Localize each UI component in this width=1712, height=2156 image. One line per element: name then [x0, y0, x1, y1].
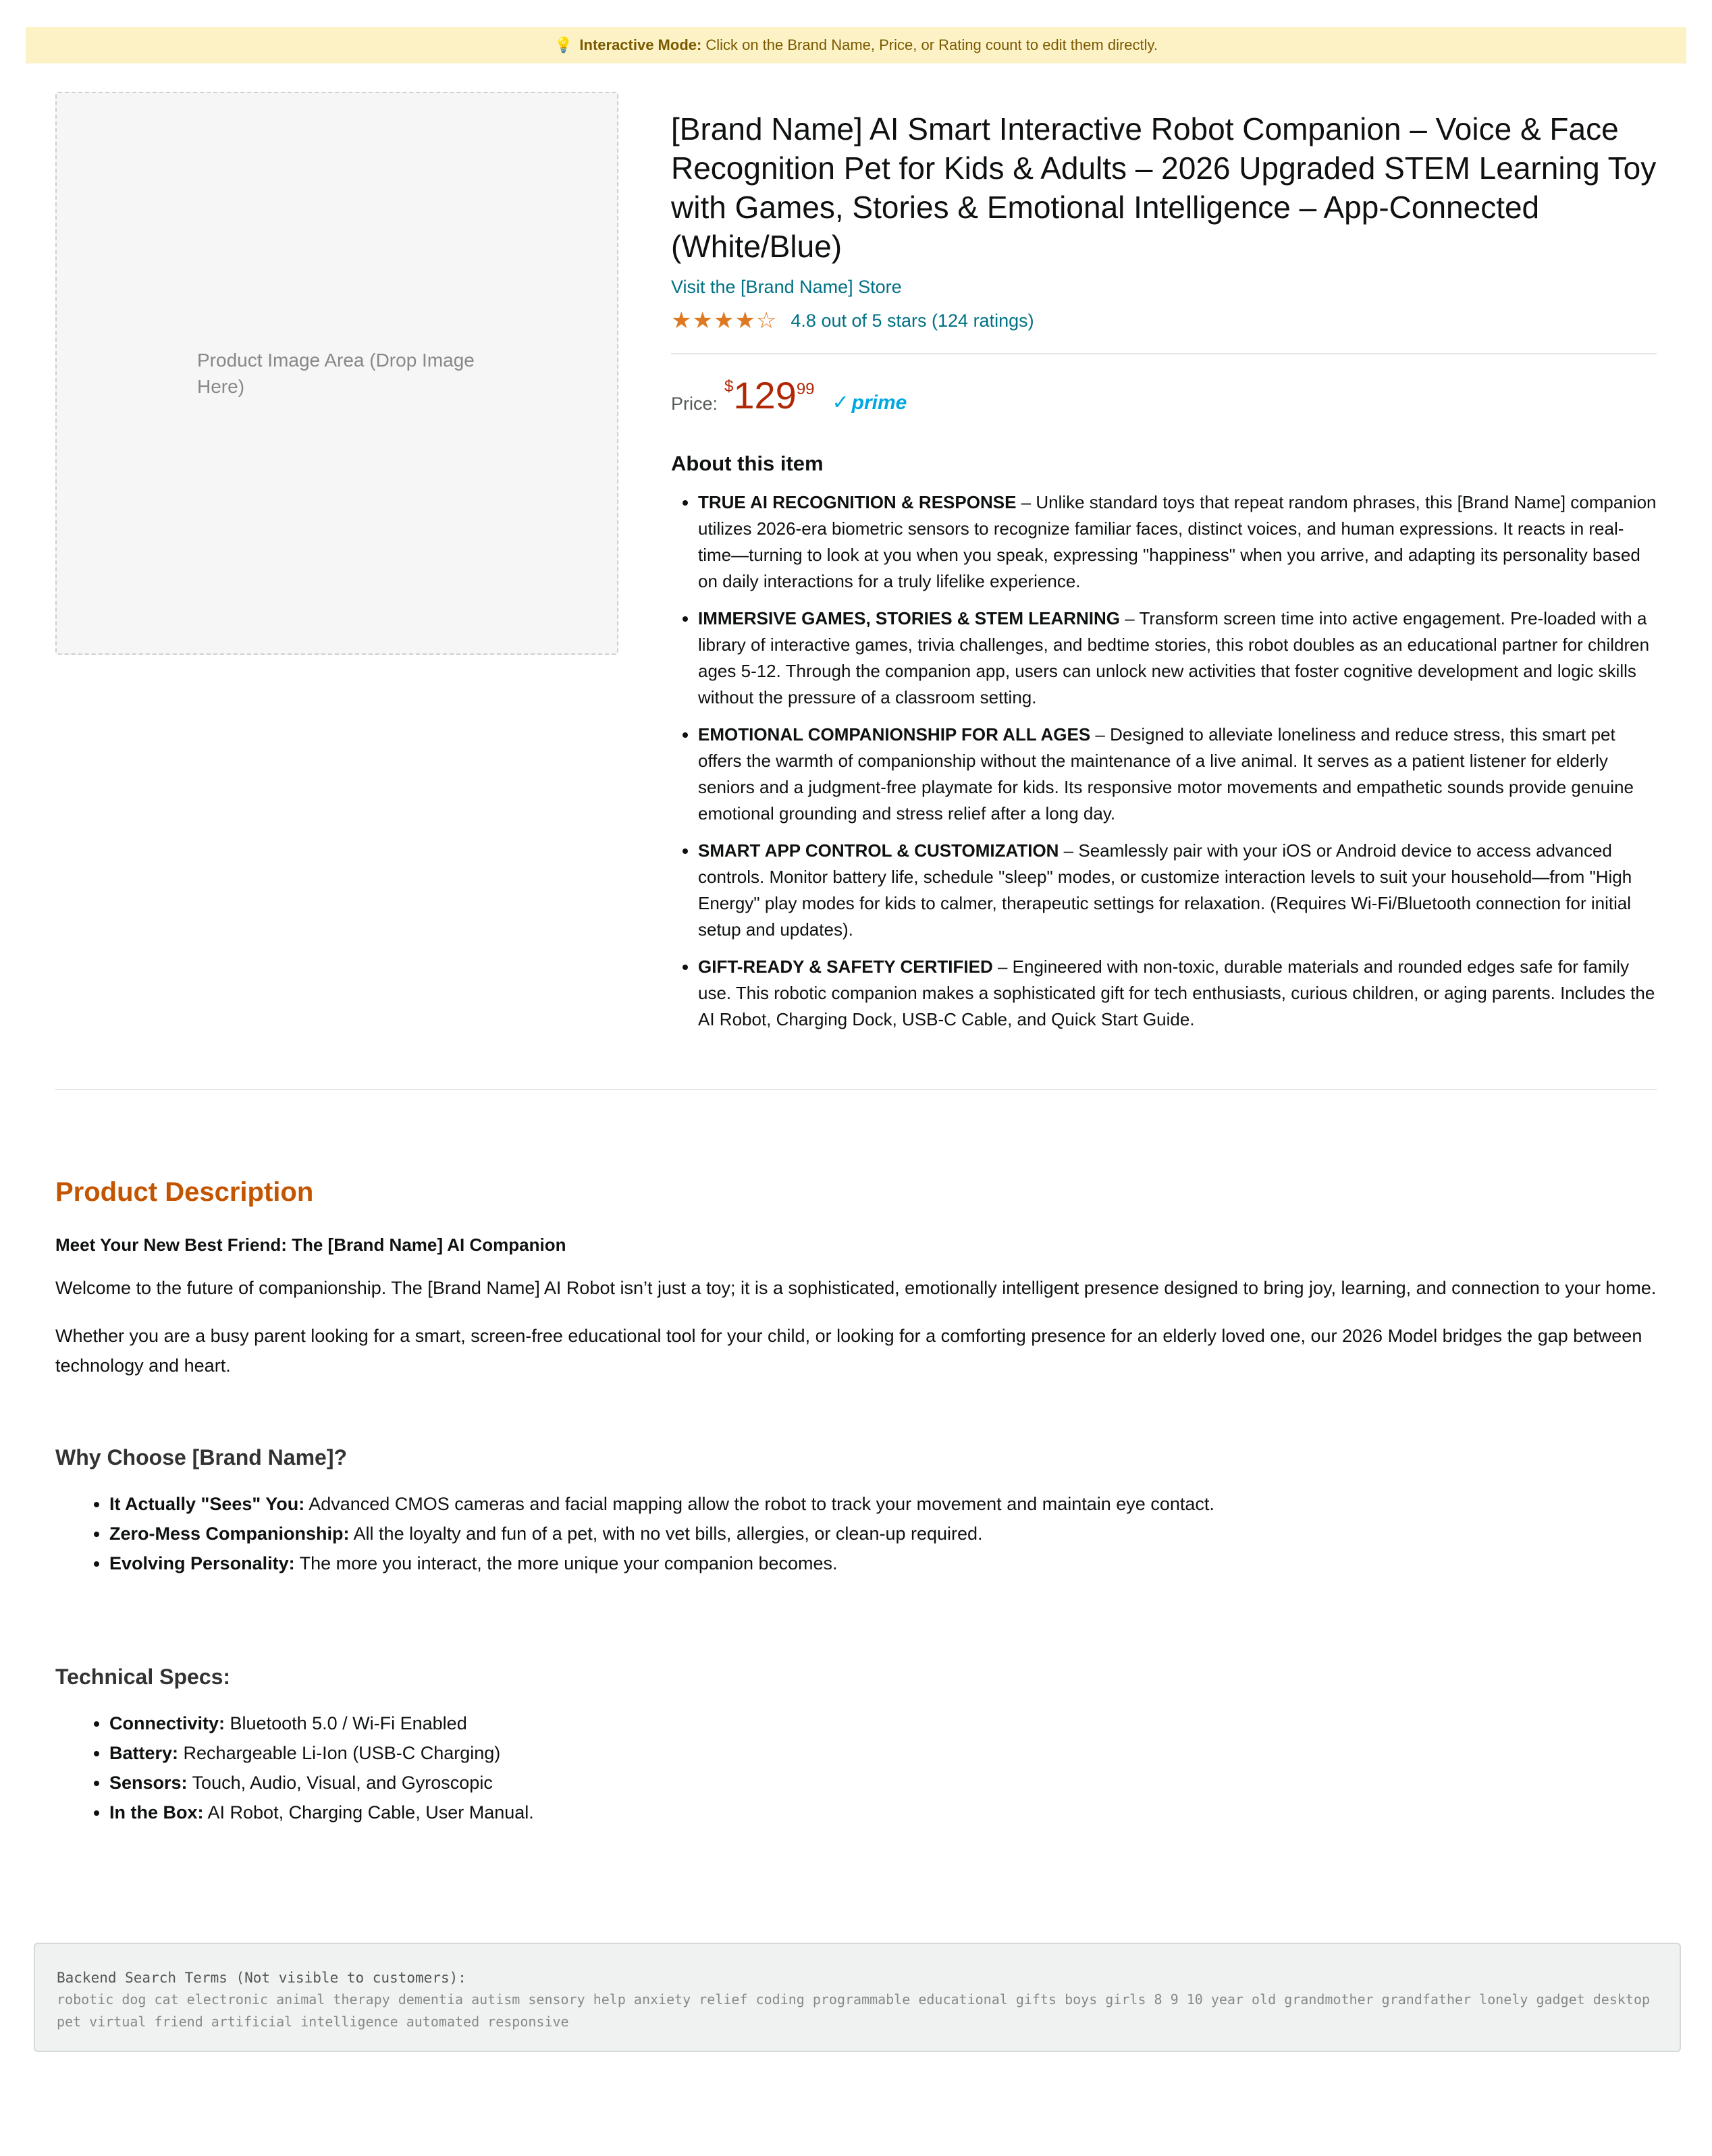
list-item: [698, 722, 1657, 827]
backend-search-terms-box: [34, 1943, 1681, 2052]
list-item: [698, 605, 1657, 711]
description-paragraph: Welcome to the future of companionship. The [Brand Name] AI Robot isn’t just a toy; it is a sophisticated, emotionally intelligent presence designed to bring joy, learning, and connection to your home.: [55, 1278, 1657, 1298]
spec-text: Touch, Audio, Visual, and Gyroscopic: [187, 1773, 493, 1793]
spec-title: Sensors:: [109, 1773, 188, 1793]
list-item: [698, 954, 1657, 1033]
technical-specs-heading: Technical Specs:: [55, 1665, 231, 1689]
section-divider: [55, 1089, 1657, 1090]
backend-terms: robotic dog cat electronic animal therapy dementia autism sensory help anxiety relief coding programmable educational gifts boys girls 8 9 10 year old grandmother grandfather lonely gadget desktop pet virtual friend artificial intelligence automated responsive: [57, 1991, 1651, 2030]
list-item: [109, 1708, 1657, 1738]
bullet-title: EMOTIONAL COMPANIONSHIP FOR ALL AGES: [698, 724, 1091, 745]
bullet-text: – Unlike standard toys that repeat random phrases, this [Brand Name] companion utilizes 2026-era biometric sensors to recognize familiar faces, distinct voices, and human expressions. It reacts in real-time—turning to look at you when you speak, expressing "happiness" when you arrive, and adapting its personality based on daily interactions for a truly lifelike experience.: [698, 492, 1657, 591]
price-currency: $: [724, 377, 734, 396]
price-row: [671, 376, 1657, 416]
bullet-title: GIFT-READY & SAFETY CERTIFIED: [698, 956, 993, 977]
item-text: Advanced CMOS cameras and facial mapping allow the robot to track your movement and maintain eye contact.: [304, 1494, 1214, 1514]
prime-label: prime: [851, 392, 907, 414]
bullet-title: TRUE AI RECOGNITION & RESPONSE: [698, 492, 1017, 512]
description-subheading: Meet Your New Best Friend: The [Brand Name] AI Companion: [55, 1235, 566, 1255]
product-title: [Brand Name] AI Smart Interactive Robot Companion – Voice & Face Recognition Pet for Kids & Adults – 2026 Upgraded STEM Learning Toy with Games, Stories & Emotional Intelligence – App-Connected (White/Blue): [671, 111, 1657, 264]
price-label: Price:: [671, 394, 718, 414]
prime-check-icon: ✓: [832, 392, 849, 414]
list-item: [109, 1489, 1657, 1519]
image-placeholder-text: Product Image Area (Drop Image Here): [197, 350, 475, 397]
about-heading: About this item: [671, 452, 824, 475]
divider: [671, 353, 1657, 354]
bullet-title: IMMERSIVE GAMES, STORIES & STEM LEARNING: [698, 608, 1121, 628]
product-image-dropzone[interactable]: [55, 92, 618, 655]
item-title: Zero-Mess Companionship:: [109, 1524, 350, 1544]
spec-title: Connectivity:: [109, 1713, 225, 1733]
spec-text: Rechargeable Li-Ion (USB-C Charging): [178, 1743, 501, 1763]
price-value[interactable]: [724, 376, 815, 415]
item-title: It Actually "Sees" You:: [109, 1494, 305, 1514]
rating-count[interactable]: 4.8 out of 5 stars (124 ratings): [791, 310, 1034, 331]
backend-label: Backend Search Terms (Not visible to customers):: [57, 1970, 466, 1986]
description-paragraph: Whether you are a busy parent looking for a smart, screen-free educational tool for your child, or looking for a comforting presence for an elderly loved one, our 2026 Model bridges the gap between technology and heart.: [55, 1326, 1642, 1376]
list-item: [698, 489, 1657, 595]
price-whole: 129: [733, 374, 797, 416]
bullet-text: – Engineered with non-toxic, durable materials and rounded edges safe for family use. This robotic companion makes a sophisticated gift for tech enthusiasts, curious children, or aging parents. Includes the AI Robot, Charging Dock, USB-C Cable, and Quick Start Guide.: [698, 956, 1655, 1029]
technical-specs-list: [55, 1708, 1657, 1827]
spec-title: Battery:: [109, 1743, 179, 1763]
spec-text: AI Robot, Charging Cable, User Manual.: [203, 1802, 534, 1823]
bullet-title: SMART APP CONTROL & CUSTOMIZATION: [698, 840, 1059, 861]
list-item: [109, 1798, 1657, 1827]
interactive-mode-banner: [26, 27, 1686, 63]
item-text: The more you interact, the more unique your companion becomes.: [294, 1553, 838, 1573]
store-link[interactable]: Visit the [Brand Name] Store: [671, 277, 902, 297]
item-title: Evolving Personality:: [109, 1553, 295, 1573]
bullet-text: – Seamlessly pair with your iOS or Android device to access advanced controls. Monitor battery life, schedule "sleep" modes, or customize interaction levels to suit your household—from "High Energy" play modes for kids to calmer, therapeutic settings for relaxation. (Requires Wi-Fi/Bluetooth connection for initial setup and updates).: [698, 840, 1632, 940]
banner-label: Interactive Mode:: [579, 36, 702, 53]
bullet-text: – Transform screen time into active engagement. Pre-loaded with a library of interactive games, trivia challenges, and bedtime stories, this robot doubles as an educational partner for children ages 5-12. Through the companion app, users can unlock new activities that foster cognitive development and logic skills without the pressure of a classroom setting.: [698, 608, 1650, 707]
product-description-section: [55, 1177, 1657, 1827]
list-item: [109, 1738, 1657, 1768]
prime-badge: [832, 391, 907, 414]
why-choose-heading: Why Choose [Brand Name]?: [55, 1445, 348, 1470]
product-info-panel: [671, 109, 1657, 1044]
lightbulb-icon: 💡: [554, 36, 573, 53]
item-text: All the loyalty and fun of a pet, with no vet bills, allergies, or clean-up required.: [349, 1524, 983, 1544]
list-item: [109, 1548, 1657, 1578]
why-choose-list: [55, 1489, 1657, 1578]
spec-title: In the Box:: [109, 1802, 204, 1823]
bullet-text: – Designed to alleviate loneliness and reduce stress, this smart pet offers the warmth of companionship without the maintenance of a live animal. It serves as a patient listener for elderly seniors and a judgment-free playmate for kids. Its responsive motor movements and empathetic sounds provide genuine emotional grounding and stress relief after a long day.: [698, 724, 1634, 824]
spec-text: Bluetooth 5.0 / Wi-Fi Enabled: [225, 1713, 467, 1733]
banner-text: Click on the Brand Name, Price, or Rating count to edit them directly.: [705, 36, 1158, 53]
about-bullets: [671, 489, 1657, 1033]
list-item: [698, 838, 1657, 943]
list-item: [109, 1768, 1657, 1798]
list-item: [109, 1519, 1657, 1548]
description-heading: Product Description: [55, 1177, 314, 1207]
star-rating-icon[interactable]: ★★★★☆: [671, 308, 778, 333]
rating-row: [671, 307, 1657, 334]
price-fraction: 99: [796, 380, 815, 398]
